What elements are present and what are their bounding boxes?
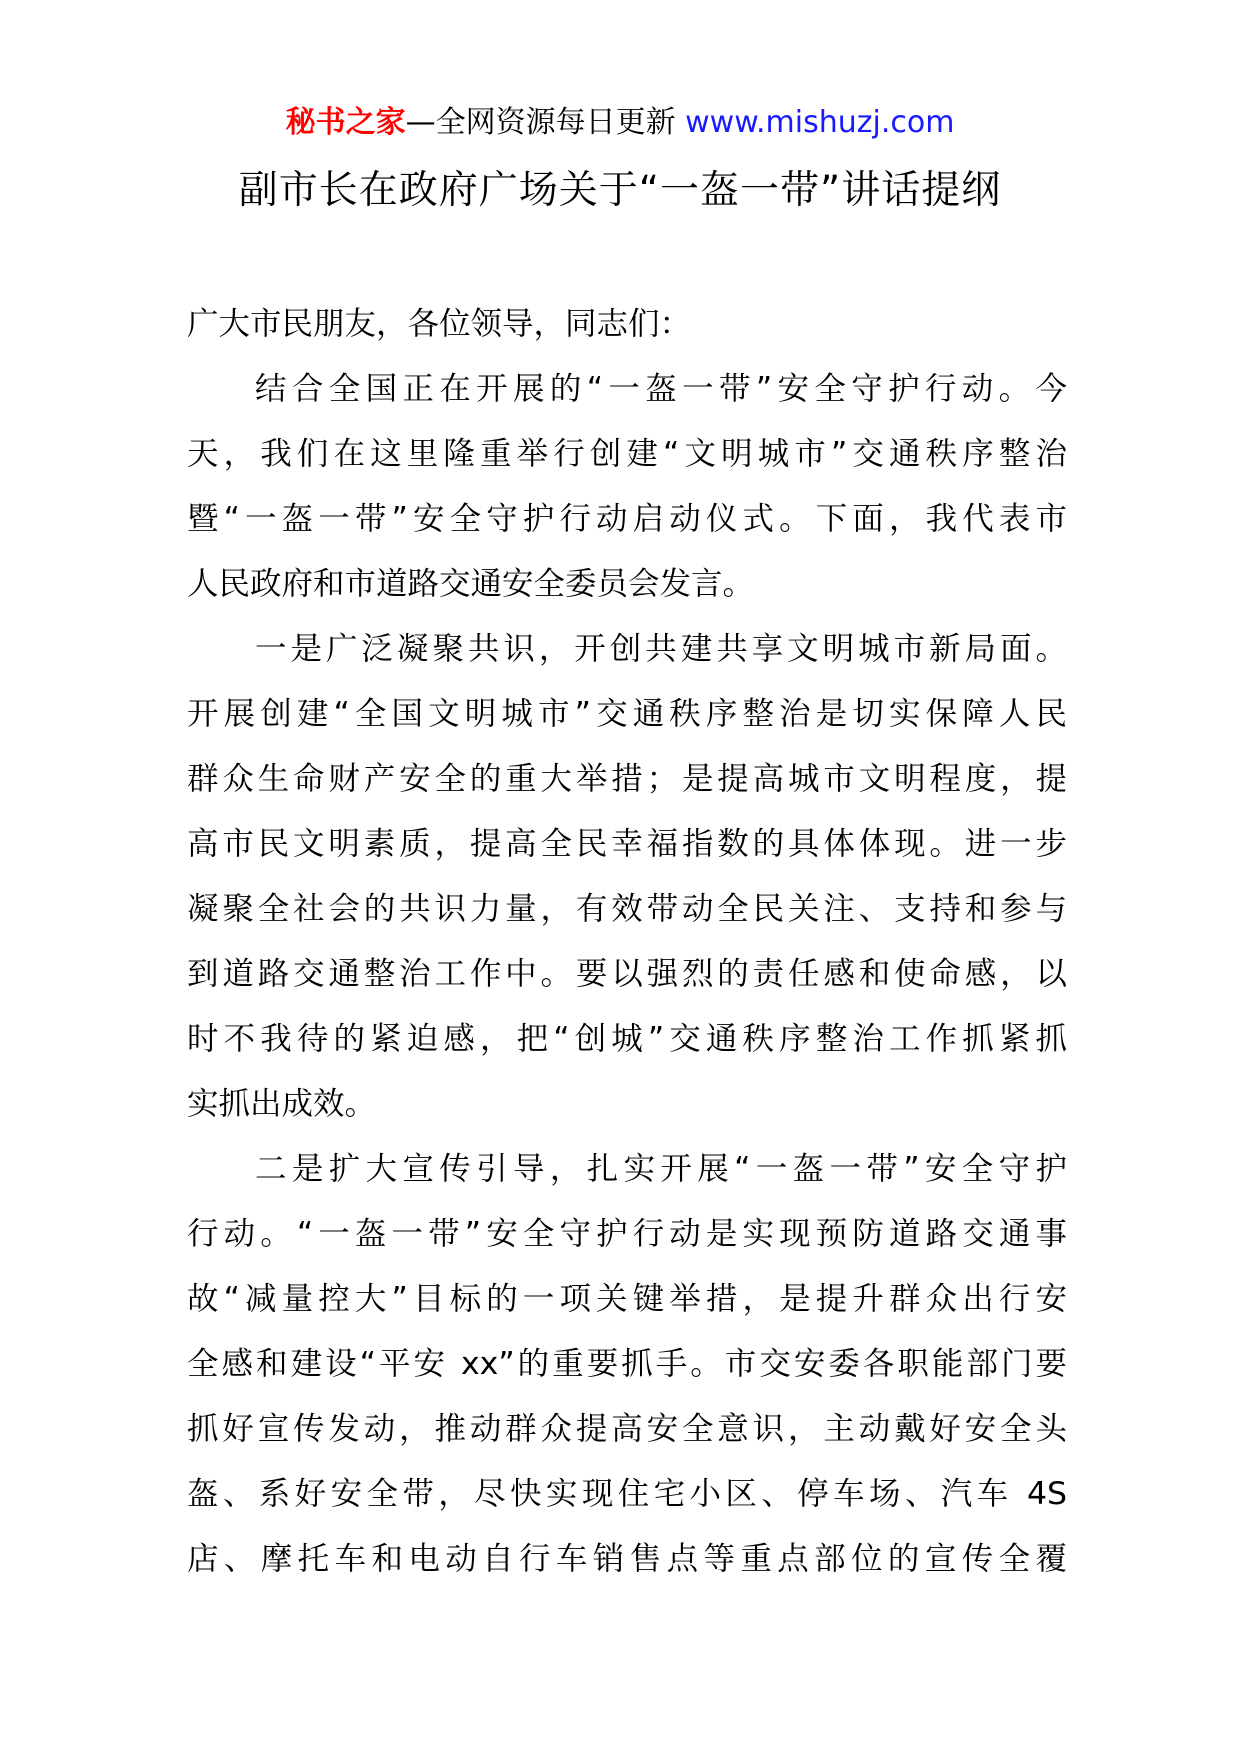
paragraph-2-line: 实抓出成效。 <box>187 1086 377 1122</box>
paragraph-2-line: 一是广泛凝聚共识，开创共建共享文明城市新局面。 <box>255 631 1067 667</box>
document-title: 副市长在政府广场关于“一盔一带”讲话提纲 <box>238 168 1002 213</box>
site-url-link[interactable]: www.mishuzj.com <box>685 105 955 140</box>
paragraph-1-line: 天，我们在这里隆重举行创建“文明城市”交通秩序整治 <box>187 436 1067 472</box>
paragraph-2-line: 到道路交通整治工作中。要以强烈的责任感和使命感，以 <box>187 956 1067 992</box>
paragraph-3-line: 全感和建设“平安 xx”的重要抓手。市交安委各职能部门要 <box>187 1346 1067 1382</box>
salutation-line: 广大市民朋友，各位领导，同志们： <box>187 306 692 342</box>
paragraph-1-line: 人民政府和市道路交通安全委员会发言。 <box>187 566 755 602</box>
header-tagline: —全网资源每日更新 <box>405 105 686 140</box>
paragraph-3-line: 盔、系好安全带，尽快实现住宅小区、停车场、汽车 4S <box>187 1476 1067 1512</box>
paragraph-2-line: 高市民文明素质，提高全民幸福指数的具体体现。进一步 <box>187 826 1067 862</box>
paragraph-1-line: 结合全国正在开展的“一盔一带”安全守护行动。今 <box>255 371 1067 407</box>
paragraph-2-line: 凝聚全社会的共识力量，有效带动全民关注、支持和参与 <box>187 891 1067 927</box>
brand-name: 秘书之家 <box>285 105 406 140</box>
paragraph-3-line: 店、摩托车和电动自行车销售点等重点部位的宣传全覆 <box>187 1541 1067 1577</box>
paragraph-2-line: 开展创建“全国文明城市”交通秩序整治是切实保障人民 <box>187 696 1067 732</box>
paragraph-3-line: 二是扩大宣传引导，扎实开展“一盔一带”安全守护 <box>255 1151 1067 1187</box>
paragraph-3-line: 故“减量控大”目标的一项关键举措，是提升群众出行安 <box>187 1281 1067 1317</box>
paragraph-2-line: 群众生命财产安全的重大举措；是提高城市文明程度，提 <box>187 761 1067 797</box>
paragraph-1-line: 暨“一盔一带”安全守护行动启动仪式。下面，我代表市 <box>187 501 1067 537</box>
site-header <box>0 101 1240 145</box>
paragraph-2-line: 时不我待的紧迫感，把“创城”交通秩序整治工作抓紧抓 <box>187 1021 1067 1057</box>
document-body <box>187 292 1067 1592</box>
paragraph-3-line: 抓好宣传发动，推动群众提高安全意识，主动戴好安全头 <box>187 1411 1067 1447</box>
paragraph-3-line: 行动。“一盔一带”安全守护行动是实现预防道路交通事 <box>187 1216 1067 1252</box>
